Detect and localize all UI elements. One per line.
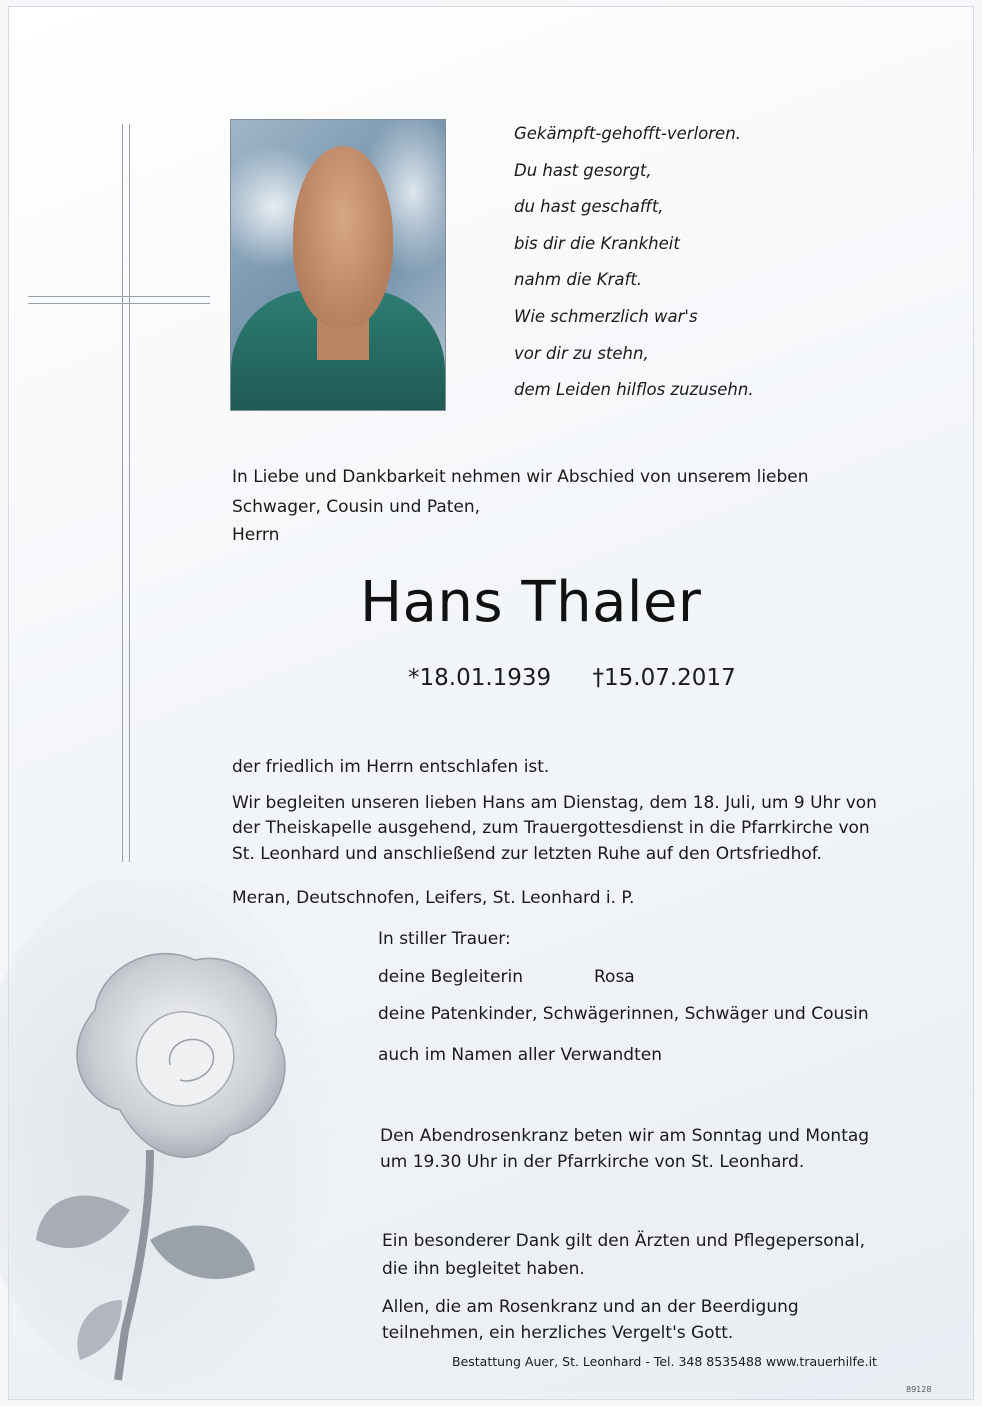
- funeral-home-footer: Bestattung Auer, St. Leonhard - Tel. 348 8535488 www.trauerhilfe.it: [452, 1354, 877, 1369]
- funeral-line: St. Leonhard und anschließend zur letzten Ruhe auf den Ortsfriedhof.: [232, 844, 822, 864]
- places-line: Meran, Deutschnofen, Leifers, St. Leonhard i. P.: [232, 888, 635, 908]
- intro-line: In Liebe und Dankbarkeit nehmen wir Abschied von unserem lieben: [232, 467, 809, 487]
- poem: [514, 116, 874, 409]
- poem-line: vor dir zu stehn,: [514, 343, 649, 363]
- intro-line: Herrn: [232, 525, 280, 545]
- birth-date: *18.01.1939: [408, 665, 552, 691]
- poem-line: Wie schmerzlich war's: [514, 306, 698, 326]
- thanks-all-line: Allen, die am Rosenkranz und an der Beerdigung: [382, 1297, 799, 1317]
- death-date: †15.07.2017: [592, 665, 736, 691]
- poem-line: nahm die Kraft.: [514, 270, 643, 290]
- funeral-line: der Theiskapelle ausgehend, zum Trauergottesdienst in die Pfarrkirche von: [232, 818, 870, 838]
- thanks-doctors-line: Ein besonderer Dank gilt den Ärzten und Pflegepersonal,: [382, 1231, 865, 1251]
- print-code: 89128: [906, 1385, 932, 1394]
- poem-line: dem Leiden hilflos zuzusehn.: [514, 380, 754, 400]
- life-dates: [408, 660, 736, 696]
- passed-line: der friedlich im Herrn entschlafen ist.: [232, 757, 550, 777]
- relatives-line: auch im Namen aller Verwandten: [378, 1045, 662, 1065]
- thanks-all-line: teilnehmen, ein herzliches Vergelt's Gott.: [382, 1323, 734, 1343]
- family-line: deine Patenkinder, Schwägerinnen, Schwäger und Cousin: [378, 1004, 869, 1024]
- poem-line: bis dir die Krankheit: [514, 233, 680, 253]
- companion-name: Rosa: [594, 967, 635, 987]
- deceased-name: Hans Thaler: [360, 570, 702, 635]
- companion-label: deine Begleiterin: [378, 967, 524, 987]
- poem-line: Gekämpft-gehofft-verloren.: [514, 124, 741, 143]
- poem-line: Du hast gesorgt,: [514, 160, 652, 180]
- intro-line: Schwager, Cousin und Paten,: [232, 497, 481, 517]
- portrait-photo: [230, 119, 446, 411]
- rose-image: [0, 880, 330, 1400]
- poem-line: du hast geschafft,: [514, 197, 664, 217]
- rosary-line: um 19.30 Uhr in der Pfarrkirche von St. Leonhard.: [380, 1152, 805, 1172]
- thanks-doctors-line: die ihn begleitet haben.: [382, 1259, 585, 1279]
- funeral-line: Wir begleiten unseren lieben Hans am Dienstag, dem 18. Juli, um 9 Uhr von: [232, 793, 877, 813]
- mourners-heading: In stiller Trauer:: [378, 929, 511, 949]
- rosary-line: Den Abendrosenkranz beten wir am Sonntag und Montag: [380, 1126, 870, 1146]
